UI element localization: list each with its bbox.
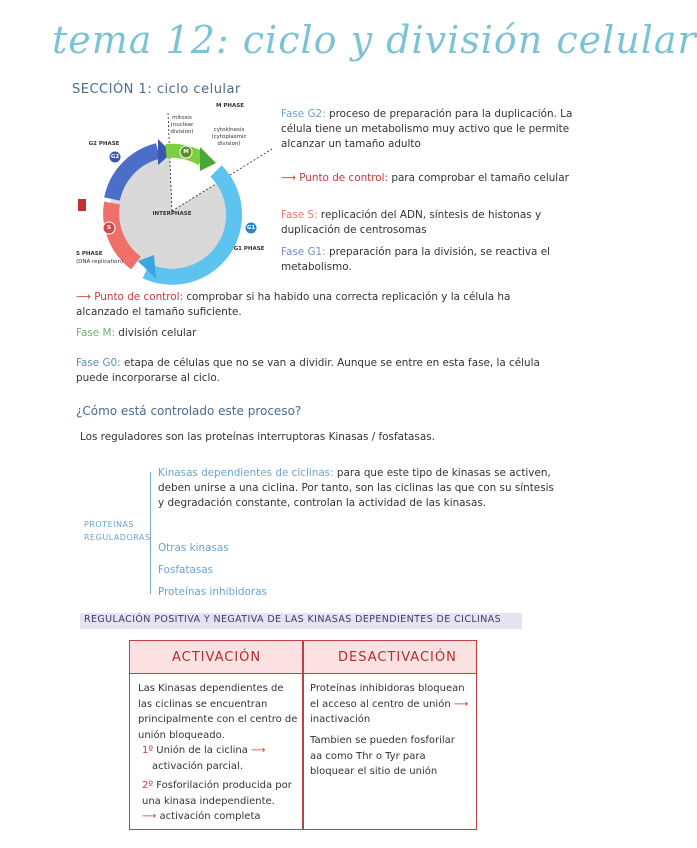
fase-m-text: división celular	[118, 327, 197, 339]
fase-s-paragraph	[281, 208, 581, 238]
punto2-text: comprobar si ha habido una correcta replicación y la célula ha alcanzado el tamaño suficiente.	[76, 291, 511, 318]
right-p1-text: Proteínas inhibidoras bloquean el acceso al centro de unión	[310, 683, 465, 710]
banner-title: REGULACIÓN POSITIVA Y NEGATIVA DE LAS KINASAS DEPENDIENTES DE CICLINAS	[84, 614, 502, 625]
fase-g2-text: proceso de preparación para la duplicación. La célula tiene un metabolismo muy activo que le permite alcanzar un tamaño adulto	[281, 108, 573, 150]
arrow-icon: ⟶	[251, 745, 266, 756]
arrow-icon: ⟶	[76, 291, 91, 303]
g1-circle-label: G1	[246, 225, 256, 231]
fase-g0-paragraph	[76, 356, 556, 386]
branch-fosfatasas: Fosfatasas	[158, 564, 214, 576]
mitosis-label: mitosis (nuclear division)	[170, 115, 194, 135]
table-divider	[302, 641, 304, 829]
fase-m-label: Fase M:	[76, 327, 115, 339]
cell-cycle-diagram	[76, 103, 272, 273]
arrow-icon: ⟶	[453, 698, 469, 710]
g1-phase-label: G1 PHASE	[233, 246, 265, 252]
s-phase-label: S PHASE	[76, 251, 103, 257]
fase-s-label: Fase S:	[281, 209, 318, 221]
proteinas-reguladoras-label: PROTEÍNAS REGULADORAS	[84, 520, 151, 542]
section-heading: SECCIÓN 1: ciclo celular	[72, 82, 241, 97]
fase-g1-paragraph	[281, 245, 581, 275]
step1-text: Unión de la ciclina	[156, 745, 248, 756]
g2-phase-label: G2 PHASE	[88, 141, 120, 147]
fase-g0-text: etapa de células que no se van a dividir. Aunque se entre en esta fase, la célula puede incorporarse al ciclo.	[76, 357, 540, 384]
page-title: tema 12: ciclo y división celular	[52, 18, 697, 62]
arrow-icon: ⟶	[142, 811, 157, 822]
activacion-header: ACTIVACIÓN	[172, 650, 262, 665]
step2-number: 2º	[142, 780, 154, 791]
interphase-label: INTERPHASE	[152, 211, 192, 217]
question-heading: ¿Cómo está controlado este proceso?	[76, 404, 302, 418]
step1-number: 1º	[142, 745, 154, 756]
fase-g0-label: Fase G0:	[76, 357, 121, 369]
desactivacion-header: DESACTIVACIÓN	[338, 650, 457, 665]
branch-proteinas-inhibidoras: Proteínas inhibidoras	[158, 586, 267, 598]
step1-result: activación parcial.	[152, 760, 244, 772]
step2-result: activación completa	[159, 811, 261, 822]
left-step1	[142, 743, 298, 774]
s-marker	[78, 199, 86, 211]
regulation-table	[129, 640, 477, 830]
branch1-text: para que este tipo de kinasas se activen, deben unirse a una ciclina. Por tanto, son las ciclinas las que con su síntesis y degradación constante, controlan la actividad de las kinasas.	[158, 467, 554, 509]
branch-otras-kinasas: Otras kinasas	[158, 542, 229, 554]
reguladores-text: Los reguladores son las proteínas interruptoras Kinasas / fosfatasas.	[80, 431, 435, 443]
fase-g1-text: preparación para la división, se reactiva el metabolismo.	[281, 246, 550, 273]
fase-g2-label: Fase G2:	[281, 108, 326, 120]
branch1-label: Kinasas dependientes de ciclinas:	[158, 467, 334, 479]
step2-text: Fosforilación producida por una kinasa independiente.	[142, 780, 292, 807]
left-step2	[142, 778, 298, 825]
right-p1-result: inactivación	[310, 714, 371, 725]
fase-m-paragraph	[76, 326, 556, 341]
g2-circle-label: G2	[110, 154, 120, 160]
right-p2: Tambien se pueden fosforilar aa como Thr o Tyr para bloquear el sitio de unión	[310, 735, 455, 777]
fase-s-text: replicación del ADN, síntesis de histonas y duplicación de centrosomas	[281, 209, 542, 236]
right-p1	[310, 681, 470, 728]
branch-kinasas-dependientes	[158, 466, 558, 511]
m-phase-label: M PHASE	[216, 103, 244, 109]
punto1-text: para comprobar el tamaño celular	[391, 172, 569, 184]
cytokinesis-label: cytokinesis (cytoplasmic division)	[211, 127, 247, 147]
dna-replication-label: (DNA replication)	[76, 259, 124, 265]
arrow-icon: ⟶	[281, 172, 296, 184]
punto2-label: Punto de control:	[94, 291, 184, 303]
punto-control-1	[281, 171, 581, 186]
fase-g1-label: Fase G1:	[281, 246, 326, 258]
punto1-label: Punto de control:	[299, 172, 389, 184]
left-intro: Las Kinasas dependientes de las ciclinas se encuentran principalmente con el centro de unión bloqueado.	[138, 683, 298, 741]
m-circle-label: M	[183, 149, 189, 155]
fase-g2-paragraph	[281, 107, 581, 152]
punto-control-2	[76, 290, 556, 320]
s-circle-label: S	[107, 225, 111, 231]
